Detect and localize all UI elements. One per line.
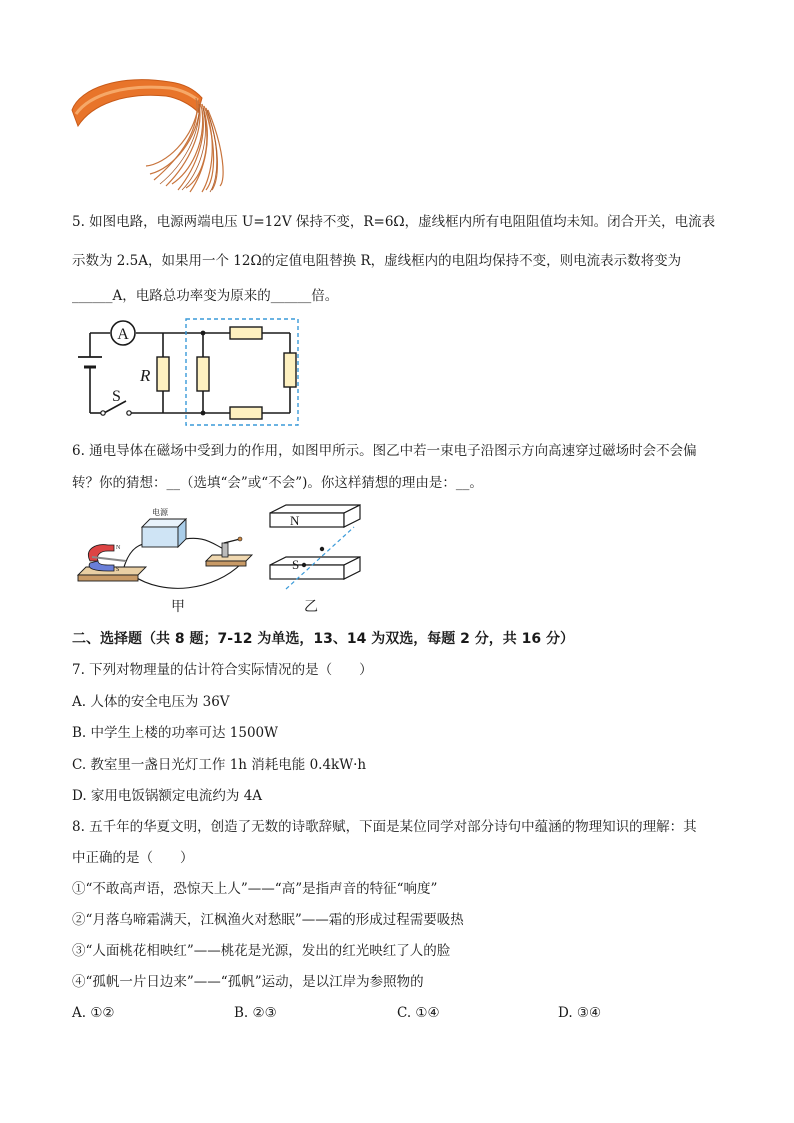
q7-option-c: C. 教室里一盏日光灯工作 1h 消耗电能 0.4kW·h <box>72 757 367 773</box>
figure-b-caption: 乙 <box>304 599 318 615</box>
q8-option-b: B. ②③ <box>234 1005 277 1021</box>
power-supply <box>142 527 178 547</box>
q8-text-line2: 中正确的是（ ） <box>72 850 194 866</box>
south-label: S <box>292 557 300 572</box>
q8-option-a: A. ①② <box>72 1005 115 1021</box>
q7-option-d: D. 家用电饭锅额定电流约为 4A <box>72 788 263 804</box>
ammeter-label: A <box>117 326 129 343</box>
magnet-south <box>270 565 344 579</box>
q8-item-2: ②“月落乌啼霜满天，江枫渔火对愁眠”——霜的形成过程需要吸热 <box>72 912 464 928</box>
q8-item-1: ①“不敢高声语，恐惊天上人”——“高”是指声音的特征“响度” <box>72 881 438 897</box>
q6-text-line2: 转？你的猜想：__（选填“会”或“不会”)。你这样猜想的理由是：__。 <box>72 475 483 491</box>
switch-label: S <box>112 388 121 405</box>
resistor-right <box>284 353 296 387</box>
q8-option-d: D. ③④ <box>558 1005 602 1021</box>
q6-text-line1: 6. 通电导体在磁场中受到力的作用，如图甲所示。图乙中若一束电子沿图示方向高速穿过磁场时会不会偏 <box>72 443 697 459</box>
q5-text-line3: ______A，电路总功率变为原来的______倍。 <box>72 288 339 304</box>
cable-image <box>70 68 230 196</box>
magnet-n-label: N <box>116 545 121 551</box>
electron-dot <box>320 547 324 551</box>
q8-item-4: ④“孤帆一片日边来”——“孤帆”运动，是以江岸为参照物的 <box>72 974 424 990</box>
resistor-inner <box>197 357 209 391</box>
resistor-top <box>230 327 262 339</box>
q8-option-c: C. ①④ <box>397 1005 440 1021</box>
resistor-r-label: R <box>140 366 151 385</box>
q7-stem: 7. 下列对物理量的估计符合实际情况的是（ ） <box>72 662 373 678</box>
figure-b-electron-beam <box>268 503 368 595</box>
q8-text-line1: 8. 五千年的华夏文明，创造了无数的诗歌辞赋，下面是某位同学对部分诗句中蕴涵的物理知识的理解：其 <box>72 819 697 835</box>
electron-dot <box>302 563 306 567</box>
power-label: 电源 <box>152 508 168 517</box>
switch-contact <box>101 411 105 415</box>
figure-a-caption: 甲 <box>171 599 185 615</box>
magnet-north <box>270 513 344 527</box>
q5-text-line1: 5. 如图电路，电源两端电压 U=12V 保持不变，R=6Ω，虚线框内所有电阻阻值均未知。闭合开关，电流表 <box>72 214 716 230</box>
q5-text-line2: 示数为 2.5A，如果用一个 12Ω的定值电阻替换 R，虚线框内的电阻均保持不变，则电流表示数将变为 <box>72 253 682 269</box>
figure-a-magnet-apparatus <box>74 505 254 597</box>
resistor-r <box>157 357 169 391</box>
q7-option-b: B. 中学生上楼的功率可达 1500W <box>72 725 279 741</box>
north-label: N <box>290 513 300 528</box>
switch-contact <box>127 411 131 415</box>
resistor-bottom <box>230 407 262 419</box>
magnet-s-label: S <box>116 567 120 573</box>
section-2-heading: 二、选择题（共 8 题；7-12 为单选，13、14 为双选，每题 2 分，共 16 分） <box>72 631 574 647</box>
q7-option-a: A. 人体的安全电压为 36V <box>72 694 230 710</box>
q8-item-3: ③“人面桃花相映红”——桃花是光源，发出的红光映红了人的脸 <box>72 943 451 959</box>
circuit-diagram <box>70 315 310 427</box>
